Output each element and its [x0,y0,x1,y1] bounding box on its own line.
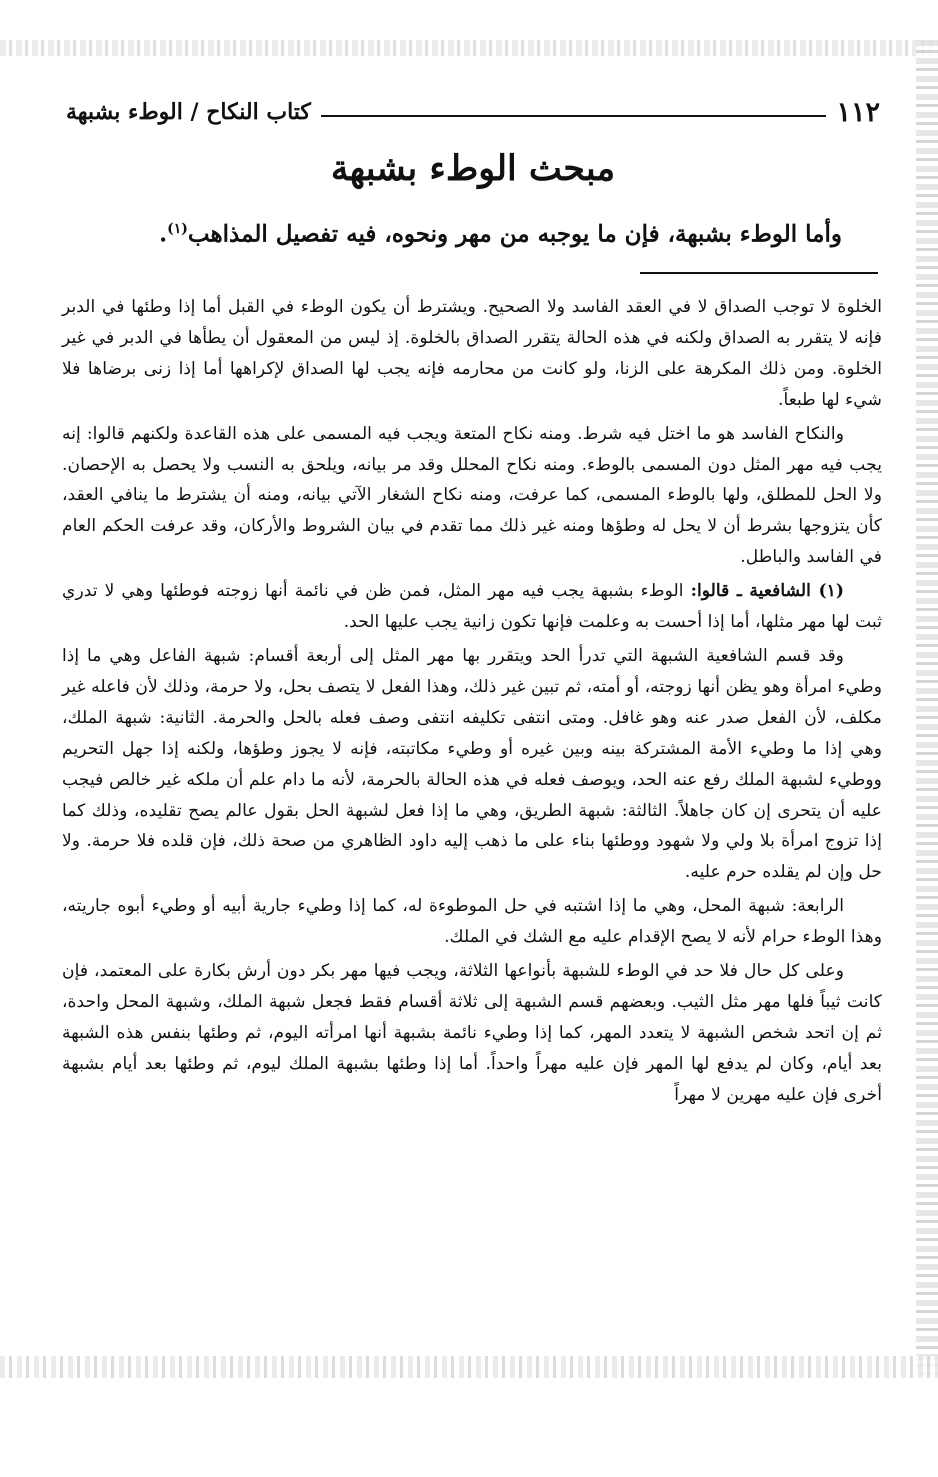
running-title: كتاب النكاح / الوطء بشبهة [66,99,311,125]
footnote-paragraph [62,419,882,574]
footnote-paragraph [62,956,882,1111]
decorative-border-right [916,40,938,1375]
footnote-text: الخلوة لا توجب الصداق لا في العقد الفاسد ولا الصحيح. ويشترط أن يكون الوطء في القبل أما إذا وطئها في الدبر فإنه لا يتقرر به الصداق ولكنه في هذه الحالة يتقرر الصداق بالخلوة. إذ ليس من المعقول أن يطأها في الدبر في غير الخلوة. ومن ذلك المكرهة على الزنا، ولو كانت من محارمه فإنه يجب لها الصداق لإكراهها أما إذا زنى برضاها فلا شيء لها طبعاً. [62,297,882,410]
intro-end: . [159,220,168,248]
footnote-text: الوطء بشبهة يجب فيه مهر المثل، فمن ظن في نائمة أنها زوجته فوطئها وهي لا تدري ثبت لها مهر مثلها، أما إذا أحست به وعلمت فإنها تكون زانية يجب عليها الحد. [62,581,882,633]
footnote-text: والنكاح الفاسد هو ما اختل فيه شرط. ومنه نكاح المتعة ويجب فيه المسمى على هذه القاعدة ولكنهم قالوا: إنه يجب فيه مهر المثل دون المسمى بالوطء. ومنه نكاح المحلل وقد مر بيانه، ويلحق به النسب ولا يحصل به الإحصان. ولا الحل للمطلق، ولها بالوطء المسمى، كما عرفت، ومنه نكاح الشغار الآتي بيانه، ومنه أن يشترط ما ينافي العقد، كأن يتزوجها بشرط أن لا يحل له وطؤها ومنه غير ذلك مما تقدم في بيان الشروط والأركان، وقد عرفت الحكم العام في الفاسد والباطل. [62,423,882,568]
page-header [66,92,880,132]
footnote-text: وعلى كل حال فلا حد في الوطء للشبهة بأنواعها الثلاثة، ويجب فيها مهر بكر دون أرش بكارة على المعتمد، فإن كانت ثيباً فلها مهر مثل الثيب. وبعضهم قسم الشبهة إلى ثلاثة أقسام فقط فجعل شبهة الملك، وشبهة المحل واحدة، ثم إن اتحد شخص الشبهة لا يتعدد المهر، كما إذا وطيء نائمة بشبهة أنها امرأته اليوم، ثم وطئها بنفس هذه الشبهة بعد أيام، وكان لم يدفع لها المهر فإن عليه مهراً واحداً. أما إذا وطئها بشبهة الملك ليوم، ثم وطئها بعد أيام بشبهة أخرى فإن عليه مهرين لا مهراً [62,961,882,1105]
footnote-lead: (١) الشافعية ـ قالوا: [690,581,844,602]
page-number: ١١٢ [836,96,880,128]
footnote-paragraph [62,641,882,888]
footnote-paragraph [62,891,882,953]
decorative-border-top [0,40,938,56]
footnote-marker: (١) [167,221,188,237]
footnote-text: وقد قسم الشافعية الشبهة التي تدرأ الحد ويتقرر بها مهر المثل إلى أربعة أقسام: شبهة الفاعل وهي ما إذا وطيء امرأة وهو يظن أنها زوجته، أو أمته، ثم تبين غير ذلك، وهذا الفعل لا يتصف بحل، ولا حرمة، وذلك لأن فاعله غير مكلف، لأن الفعل صدر عنه وهو غافل. ومتى انتفى تكليفه انتفى وصف فعله بالحل والحرمة. الثانية: شبهة الملك، وهي إذا ما وطيء الأمة المشتركة بينه وبين غيره أو وطيء مكاتبته، فإنه لا يجوز وطؤها، ولكنه إذا جهل التحريم ووطيء لشبهة الملك رفع عنه الحد، ويوصف فعله في هذه الحالة بالحرمة، لأنه ما دام علم أن ملكه غير خالص فيجب عليه أن يتحرى إن كان جاهلاً. الثالثة: شبهة الطريق، وهي ما إذا فعل لشبهة الحل بقول عالم يصح تقليده، وذلك كما إذا تزوج امرأة بلا ولي ولا شهود ووطئها بناء على ما ذهب إليه داود الظاهري من صحة ذلك، فإن قلده فلا حرمة. ولا حل وإن لم يقلده حرم عليه. [62,645,882,883]
footnote-separator [640,272,878,274]
decorative-border-bottom [0,1356,938,1378]
header-rule [321,115,827,117]
footnote-paragraph [62,576,882,638]
section-title: مبحث الوطء بشبهة [330,148,616,189]
intro-text: وأما الوطء بشبهة، فإن ما يوجبه من مهر ونحوه، فيه تفصيل المذاهب [187,220,842,248]
footnotes [62,292,882,1114]
footnote-paragraph [62,292,882,416]
footnote-text: الرابعة: شبهة المحل، وهي ما إذا اشتبه في حل الموطوءة له، كما إذا وطيء جارية أبيه أو وطيء أبوه جاريته، وهذا الوطء حرام لأنه لا يصح الإقدام عليه مع الشك في الملك. [62,896,882,948]
intro-paragraph [66,212,880,252]
